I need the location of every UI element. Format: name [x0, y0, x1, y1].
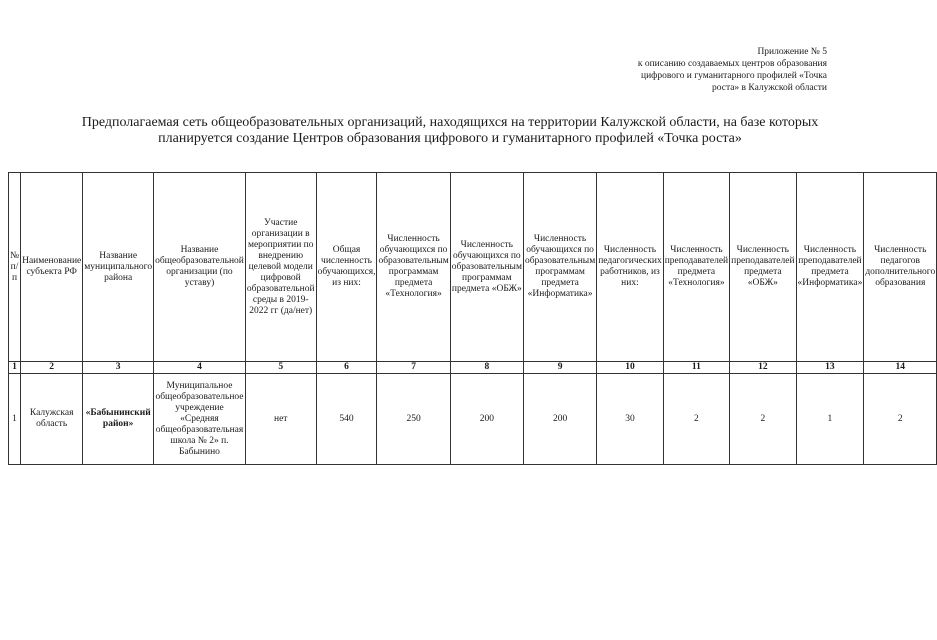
header-cell: Численность преподавателей предмета «ОБЖ»	[730, 173, 796, 362]
header-row	[9, 173, 937, 362]
district-cell: «Бабынинский район»	[83, 374, 154, 465]
appendix-line: Приложение № 5	[757, 47, 827, 57]
column-number: 11	[663, 362, 729, 374]
participation-cell: нет	[245, 374, 316, 465]
title-line: Предполагаемая сеть общеобразовательных организаций, находящихся на территории Калужской области, на базе которых	[81, 115, 819, 130]
title-line: планируется создание Центров образования цифрового и гуманитарного профилей «Точка роста»	[158, 131, 742, 146]
column-number-row	[9, 362, 937, 374]
header-cell: Название общеобразовательной организации (по уставу)	[154, 173, 246, 362]
column-number: 1	[9, 362, 21, 374]
obzh-teachers-cell: 2	[730, 374, 796, 465]
header-cell: Численность обучающихся по образовательным программам предмета «Технология»	[377, 173, 450, 362]
technology-teachers-cell: 2	[663, 374, 729, 465]
appendix-line: цифрового и гуманитарного профилей «Точка	[641, 71, 827, 81]
column-number: 2	[21, 362, 83, 374]
appendix-line: роста» в Калужской области	[711, 83, 827, 93]
column-number: 5	[245, 362, 316, 374]
appendix-block	[587, 46, 827, 94]
header-cell: Численность педагогов дополнительного образования	[864, 173, 937, 362]
subject-cell: Калужская область	[21, 374, 83, 465]
column-number: 13	[796, 362, 864, 374]
column-number: 4	[154, 362, 246, 374]
appendix-line: к описанию создаваемых центров образования	[637, 59, 827, 69]
informatics-teachers-cell: 1	[796, 374, 864, 465]
total-students-cell: 540	[316, 374, 377, 465]
header-cell: Численность педагогических работников, из них:	[597, 173, 664, 362]
column-number: 12	[730, 362, 796, 374]
technology-students-cell: 250	[377, 374, 450, 465]
column-number: 14	[864, 362, 937, 374]
column-number: 10	[597, 362, 664, 374]
informatics-students-cell: 200	[523, 374, 596, 465]
header-cell: № п/п	[9, 173, 21, 362]
column-number: 3	[83, 362, 154, 374]
extra-education-teachers-cell: 2	[864, 374, 937, 465]
teachers-total-cell: 30	[597, 374, 664, 465]
document-title	[40, 115, 860, 147]
table-row	[9, 374, 937, 465]
header-cell: Численность обучающихся по образовательным программам предмета «ОБЖ»	[450, 173, 523, 362]
header-cell: Общая численность обучающихся, из них:	[316, 173, 377, 362]
header-cell: Численность обучающихся по образовательным программам предмета «Информатика»	[523, 173, 596, 362]
column-number: 6	[316, 362, 377, 374]
column-number: 8	[450, 362, 523, 374]
organizations-table	[8, 172, 937, 465]
column-number: 9	[523, 362, 596, 374]
organization-cell: Муниципальное общеобразовательное учреждение «Средняя общеобразовательная школа № 2» п. Бабынино	[154, 374, 246, 465]
obzh-students-cell: 200	[450, 374, 523, 465]
column-number: 7	[377, 362, 450, 374]
header-cell: Численность преподавателей предмета «Информатика»	[796, 173, 864, 362]
header-cell: Численность преподавателей предмета «Технология»	[663, 173, 729, 362]
row-number-cell: 1	[9, 374, 21, 465]
header-cell: Наименование субъекта РФ	[21, 173, 83, 362]
header-cell: Название муниципального района	[83, 173, 154, 362]
header-cell: Участие организации в мероприятии по внедрению целевой модели цифровой образовательной среды в 2019-2022 гг (да/нет)	[245, 173, 316, 362]
